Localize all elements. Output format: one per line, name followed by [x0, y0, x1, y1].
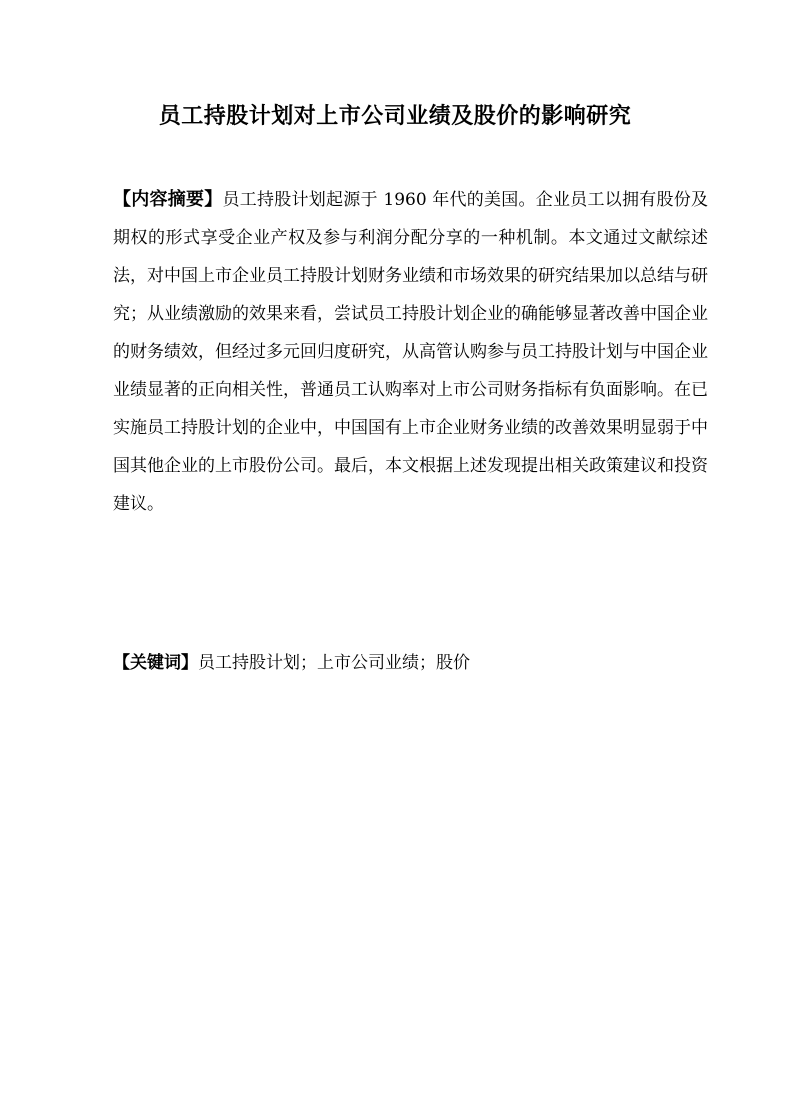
document-title: 员工持股计划对上市公司业绩及股价的影响研究 — [158, 104, 632, 129]
abstract-paragraph — [113, 181, 708, 523]
abstract-text: 员工持股计划起源于 1960 年代的美国。企业员工以拥有股份及期权的形式享受企业产权及参与利润分配分享的一种机制。本文通过文献综述法，对中国上市企业员工持股计划财务业绩和市场效果的研究结果加以总结与研究；从业绩激励的效果来看，尝试员工持股计划企业的确能够显著改善中国企业的财务绩效，但经过多元回归度研究，从高管认购参与员工持股计划与中国企业业绩显著的正向相关性，普通员工认购率对上市公司财务指标有负面影响。在已实施员工持股计划的企业中，中国国有上市企业财务业绩的改善效果明显弱于中国其他企业的上市股份公司。最后，本文根据上述发现提出相关政策建议和投资建议。 — [113, 190, 709, 514]
keywords-paragraph — [113, 646, 708, 680]
keywords-text: 员工持股计划；上市公司业绩；股价 — [198, 653, 470, 673]
abstract-label: 【内容摘要】 — [113, 189, 223, 210]
keywords-label: 【关键词】 — [113, 653, 198, 673]
